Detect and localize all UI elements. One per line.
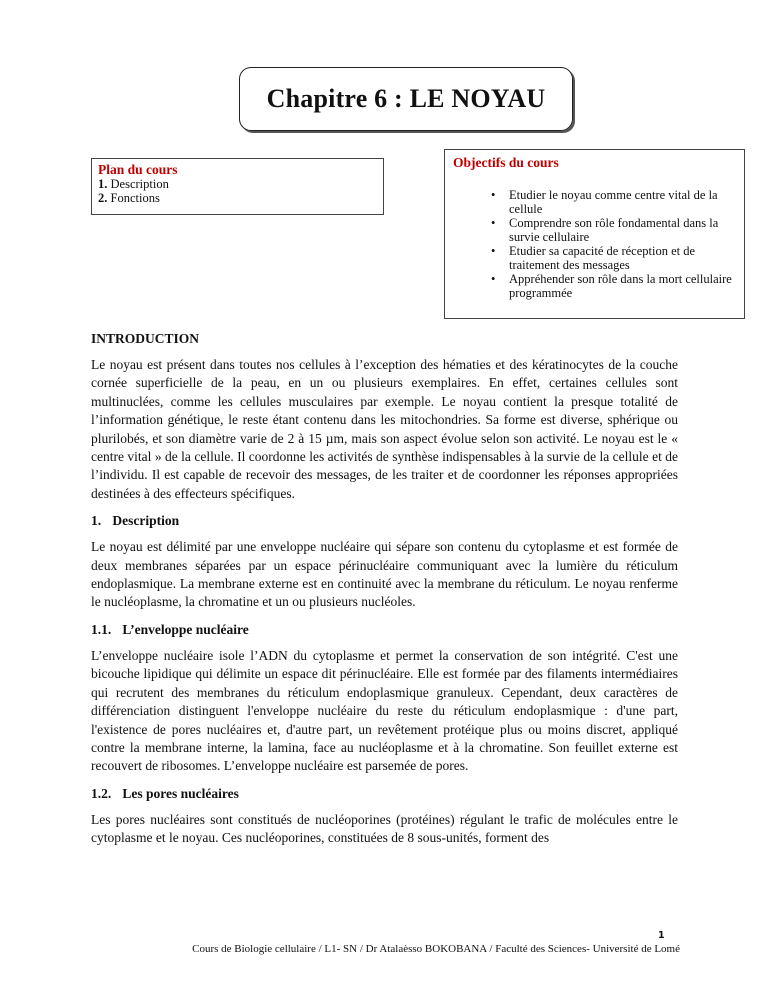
plan-item-number: 2.: [98, 191, 108, 205]
chapter-title: Chapitre 6 : LE NOYAU: [266, 84, 546, 113]
section-number: 1.2.: [91, 785, 112, 801]
section-title: Les pores nucléaires: [122, 785, 239, 801]
bullet-icon: •: [491, 216, 496, 230]
pores-heading: [91, 786, 678, 802]
objective-item: [491, 216, 736, 244]
plan-heading: Plan du cours: [98, 162, 178, 177]
introduction-heading: INTRODUCTION: [91, 331, 200, 346]
plan-item-number: 1.: [98, 177, 108, 191]
bullet-icon: •: [491, 244, 496, 258]
bullet-icon: •: [491, 188, 496, 202]
page-number: 1: [658, 930, 665, 941]
section-number: 1.1.: [91, 621, 112, 637]
plan-item: [98, 177, 377, 191]
introduction-paragraph: Le noyau est présent dans toutes nos cellules à l’exception des hématies et des kératinocytes de la couche cornée superficielle de la peau, en un ou plusieurs exemplaires. En effet, certaines cellules sont multinuclées, comme les cellules musculaires par exemple. Le noyau contient la presque totalité de l’information génétique, le reste étant contenu dans les mitochondries. Sa forme est diverse, sphérique ou plurilobés, et son diamètre varie de 2 à 15 µm, mais son aspect évolue selon son activité. Le noyau est le « centre vital » de la cellule. Il coordonne les activités de synthèse indispensables à la survie de la cellule et de l’individu. Il est capable de recevoir des messages, de les traiter et de coordonner les réponses appropriées destinées à des effecteurs spécifiques.: [91, 357, 678, 501]
chapter-title-box: [239, 67, 573, 131]
envelope-heading: [91, 622, 678, 638]
description-heading: [91, 513, 678, 529]
objective-item: [491, 244, 736, 272]
objective-item: [491, 272, 736, 300]
plan-item-label: Description: [110, 177, 169, 191]
envelope-paragraph: L’enveloppe nucléaire isole l’ADN du cytoplasme et permet la conservation de son intégrité. C'est une bicouche lipidique qui délimite un espace dit périnucléaire. Elle est formée par des filaments intermédiaires qui recrutent des membranes du réticulum endoplasmique granuleux. Cependant, deux caractères de différenciation distinguent l'enveloppe nucléaire du reste du réticulum endoplasmique : d'une part, l'existence de pores nucléaires et, d'autre part, un revêtement protéique plus ou moins discret, appliqué contre la membrane interne, la lamina, face au nucléoplasme et à la chromatine. Son feuillet externe est recouvert de ribosomes. L’enveloppe nucléaire est parsemée de pores.: [91, 647, 678, 774]
objectives-heading: Objectifs du cours: [453, 155, 559, 170]
objective-text: Etudier sa capacité de réception et de traitement des messages: [509, 244, 696, 272]
objective-text: Appréhender son rôle dans la mort cellulaire programmée: [509, 272, 732, 300]
objective-item: [491, 188, 736, 216]
objective-text: Etudier le noyau comme centre vital de la cellule: [509, 188, 718, 216]
page-footer: Cours de Biologie cellulaire / L1- SN / Dr Atalaèsso BOKOBANA / Faculté des Sciences- Université de Lomé: [192, 943, 680, 955]
objective-text: Comprendre son rôle fondamental dans la survie cellulaire: [509, 216, 719, 244]
bullet-icon: •: [491, 272, 496, 286]
pores-paragraph: Les pores nucléaires sont constitués de nucléoporines (protéines) régulant le trafic de molécules entre le cytoplasme et le noyau. Ces nucléoporines, constituées de 8 sous-unités, forment des: [91, 811, 678, 846]
document-body: [91, 331, 678, 858]
course-plan-box: [91, 158, 384, 215]
section-number: 1.: [91, 513, 102, 529]
section-title: L’enveloppe nucléaire: [122, 621, 249, 637]
plan-item-label: Fonctions: [110, 191, 160, 205]
section-title: Description: [112, 513, 180, 529]
objectives-list: [453, 188, 736, 300]
plan-item: [98, 191, 377, 205]
course-objectives-box: [444, 149, 745, 319]
description-paragraph: Le noyau est délimité par une enveloppe nucléaire qui sépare son contenu du cytoplasme et est formée de deux membranes séparées par un espace périnucléaire communiquant avec la lumière du réticulum endoplasmique. La membrane externe est en continuité avec la membrane du réticulum. Le noyau renferme le nucléoplasme, la chromatine et un ou plusieurs nucléoles.: [91, 539, 678, 610]
